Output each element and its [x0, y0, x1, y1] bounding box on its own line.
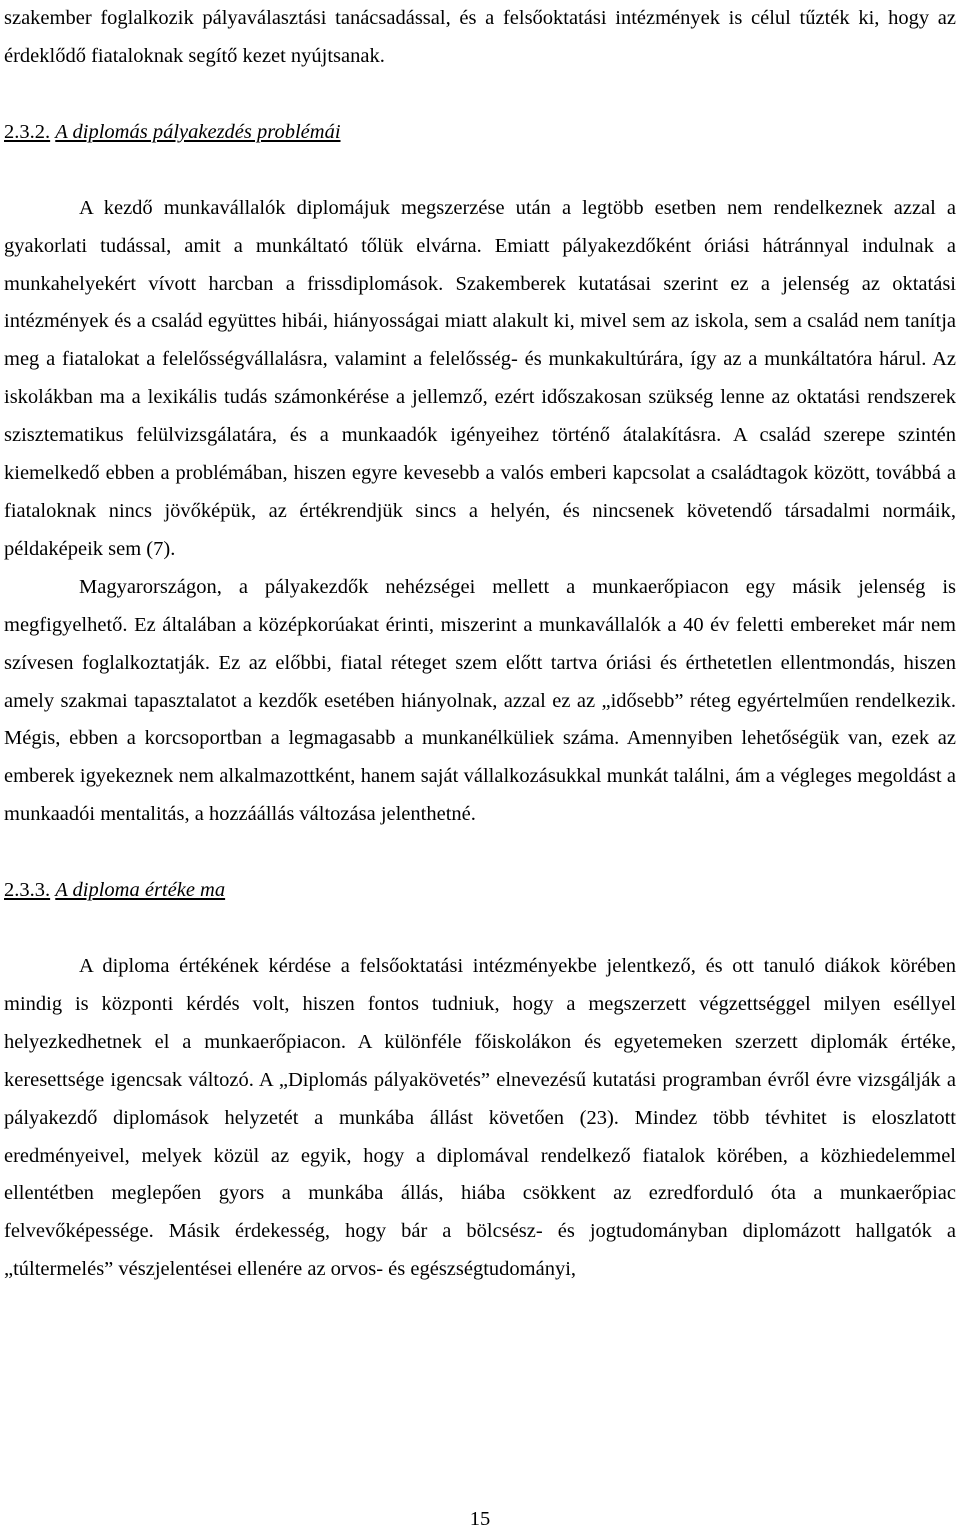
- section-number: 2.3.2.: [4, 120, 51, 143]
- section-heading-2-3-3: [4, 872, 956, 910]
- spacer: [4, 834, 956, 872]
- spacer: [4, 910, 956, 948]
- body-paragraph: A kezdő munkavállalók diplomájuk megszerzése után a legtöbb esetben nem rendelkeznek azzal a gyakorlati tudással, amit a munkáltató tőlük elvárna. Emiatt pályakezdőként óriási hátránnyal indulnak a munkahelyekért vívott harcban a frissdiplomások. Szakemberek kutatásai szerint ez a jelenség az oktatási intézmények és a család együttes hibái, hiányosságai miatt alakult ki, mivel sem az iskola, sem a család nem tanítja meg a fiatalokat a felelősségvállalásra, valamint a felelősség- és munkakultúrára, így az a munkáltatóra hárul. Az iskolákban ma a lexikális tudás számonkérése a jellemző, ezért időszakosan szükség lenne az oktatási rendszerek szisztematikus felülvizsgálatára, és a munkaadók igényeihez történő átalakításra. A család szerepe szintén kiemelkedő ebben a problémában, hiszen egyre kevesebb a valós emberi kapcsolat a családtagok között, továbbá a fiataloknak nincs jövőképük, az értékrendjük sincs a helyén, és nincsenek követendő társadalmi normáik, példaképeik sem (7).: [4, 196, 956, 560]
- section-heading-2-3-2: [4, 114, 956, 152]
- section-number: 2.3.3.: [4, 879, 51, 902]
- page-number: 15: [469, 1508, 491, 1530]
- body-paragraph: A diploma értékének kérdése a felsőoktatási intézményekbe jelentkező, és ott tanuló diákok körében mindig is központi kérdés volt, hiszen fontos tudniuk, hogy a megszerzett végzettséggel milyen eséllyel helyezkedhetnek el a munkaerőpiacon. A különféle főiskolákon és egyetemeken szerzett diplomák értéke, keresettsége igencsak változó. A „Diplomás pályakövetés” elnevezésű kutatási programban évről évre vizsgálják a pályakezdő diplomások helyzetét a munkába állást követően (23). Mindez több tévhitet is eloszlatott eredményeivel, melyek közül az egyik, hogy a diplomával rendelkező fiatalok körében, a közhiedelemmel ellentétben meglepően gyors a munkába állás, hiába csökkent az ezredforduló óta a munkaerőpiac felvevőképessége. Másik érdekesség, hogy bár a bölcsész- és jogtudományban diplomázott hallgatók a „túltermelés” vészjelentései ellenére az orvos- és egészségtudományi,: [4, 955, 956, 1281]
- section-title: A diplomás pályakezdés problémái: [55, 120, 341, 143]
- document-page: [4, 0, 956, 1289]
- continuation-paragraph: szakember foglalkozik pályaválasztási tanácsadással, és a felsőoktatási intézmények is célul tűzték ki, hogy az érdeklődő fiataloknak segítő kezet nyújtsanak.: [4, 7, 956, 67]
- spacer: [4, 152, 956, 190]
- spacer: [4, 76, 956, 114]
- body-paragraph: Magyarországon, a pályakezdők nehézségei mellett a munkaerőpiacon egy másik jelenség is megfigyelhető. Ez általában a középkorúakat érinti, miszerint a munkavállalók a 40 év feletti embereket már nem szívesen foglalkoztatják. Ez az előbbi, fiatal réteget szem előtt tartva óriási és érthetetlen ellentmondás, hiszen amely szakmai tapasztalatot a kezdők esetében hiányolnak, azzal ez az „idősebb” réteg egyértelműen rendelkezik. Mégis, ebben a korcsoportban a legmagasabb a munkanélküliek száma. Amennyiben lehetőségük van, ezek az emberek igyekeznek nem alkalmazottként, hanem saját vállalkozásukkal munkát találni, ám a végleges megoldást a munkaadói mentalitás, a hozzáállás változása jelenthetné.: [4, 575, 956, 826]
- section-title: A diploma értéke ma: [55, 879, 226, 902]
